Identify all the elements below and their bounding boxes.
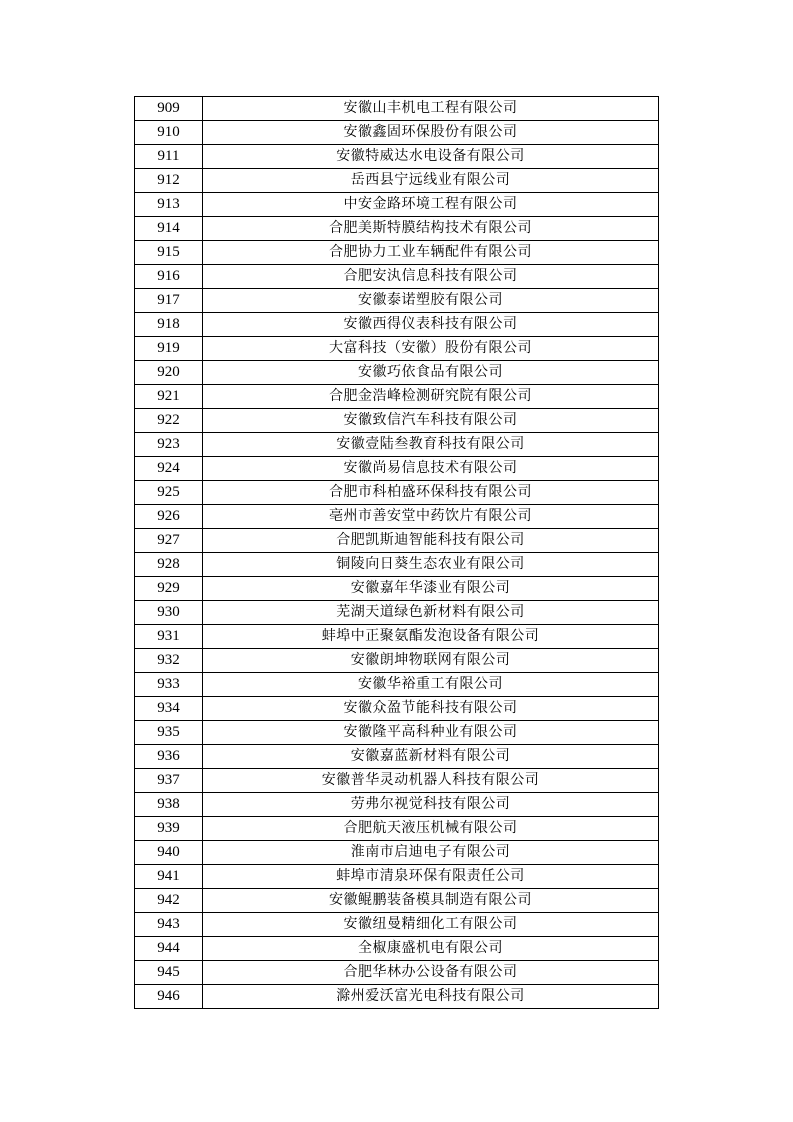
row-number-cell: 944 [135,937,203,961]
row-number-cell: 935 [135,721,203,745]
company-name-cell: 芜湖天道绿色新材料有限公司 [203,601,659,625]
row-number-cell: 922 [135,409,203,433]
table-row [135,529,659,553]
table-row [135,865,659,889]
company-name-cell: 安徽西得仪表科技有限公司 [203,313,659,337]
company-name-cell: 亳州市善安堂中药饮片有限公司 [203,505,659,529]
row-number-cell: 936 [135,745,203,769]
row-number-cell: 915 [135,241,203,265]
row-number-cell: 930 [135,601,203,625]
row-number-cell: 940 [135,841,203,865]
table-row [135,193,659,217]
company-name-cell: 安徽嘉年华漆业有限公司 [203,577,659,601]
row-number-cell: 942 [135,889,203,913]
row-number-cell: 917 [135,289,203,313]
row-number-cell: 943 [135,913,203,937]
company-name-cell: 安徽众盈节能科技有限公司 [203,697,659,721]
table-row [135,481,659,505]
table-row [135,433,659,457]
table-row [135,697,659,721]
row-number-cell: 910 [135,121,203,145]
company-name-cell: 安徽鲲鹏装备模具制造有限公司 [203,889,659,913]
company-name-cell: 安徽普华灵动机器人科技有限公司 [203,769,659,793]
row-number-cell: 919 [135,337,203,361]
company-name-cell: 蚌埠市清泉环保有限责任公司 [203,865,659,889]
company-name-cell: 大富科技（安徽）股份有限公司 [203,337,659,361]
company-name-cell: 铜陵向日葵生态农业有限公司 [203,553,659,577]
company-name-cell: 安徽泰诺塑胶有限公司 [203,289,659,313]
table-row [135,889,659,913]
row-number-cell: 946 [135,985,203,1009]
table-row [135,169,659,193]
row-number-cell: 938 [135,793,203,817]
row-number-cell: 927 [135,529,203,553]
table-row [135,961,659,985]
company-name-cell: 安徽山丰机电工程有限公司 [203,97,659,121]
table-row [135,793,659,817]
table-row [135,721,659,745]
row-number-cell: 923 [135,433,203,457]
company-name-cell: 岳西县宁远线业有限公司 [203,169,659,193]
company-name-cell: 安徽纽曼精细化工有限公司 [203,913,659,937]
row-number-cell: 933 [135,673,203,697]
row-number-cell: 928 [135,553,203,577]
company-name-cell: 安徽朗坤物联网有限公司 [203,649,659,673]
table-body [135,97,659,1009]
table-row [135,553,659,577]
row-number-cell: 912 [135,169,203,193]
table-row [135,937,659,961]
company-name-cell: 中安金路环境工程有限公司 [203,193,659,217]
row-number-cell: 945 [135,961,203,985]
row-number-cell: 931 [135,625,203,649]
company-name-cell: 合肥航天液压机械有限公司 [203,817,659,841]
table-row [135,337,659,361]
row-number-cell: 929 [135,577,203,601]
table-row [135,385,659,409]
row-number-cell: 932 [135,649,203,673]
company-name-cell: 合肥市科柏盛环保科技有限公司 [203,481,659,505]
company-list-table [134,96,659,1009]
table-row [135,817,659,841]
company-name-cell: 安徽嘉蓝新材料有限公司 [203,745,659,769]
row-number-cell: 934 [135,697,203,721]
company-name-cell: 合肥美斯特膜结构技术有限公司 [203,217,659,241]
company-name-cell: 安徽华裕重工有限公司 [203,673,659,697]
table-row [135,769,659,793]
company-name-cell: 滁州爱沃富光电科技有限公司 [203,985,659,1009]
table-row [135,457,659,481]
row-number-cell: 925 [135,481,203,505]
table-row [135,121,659,145]
row-number-cell: 909 [135,97,203,121]
table-row [135,673,659,697]
company-name-cell: 安徽壹陆叁教育科技有限公司 [203,433,659,457]
row-number-cell: 913 [135,193,203,217]
table-row [135,145,659,169]
table-row [135,577,659,601]
table-row [135,745,659,769]
company-name-cell: 蚌埠中正聚氨酯发泡设备有限公司 [203,625,659,649]
table-row [135,361,659,385]
company-name-cell: 安徽巧依食品有限公司 [203,361,659,385]
table-row [135,241,659,265]
row-number-cell: 914 [135,217,203,241]
row-number-cell: 937 [135,769,203,793]
company-name-cell: 安徽特威达水电设备有限公司 [203,145,659,169]
row-number-cell: 911 [135,145,203,169]
table-row [135,649,659,673]
table-row [135,841,659,865]
company-name-cell: 安徽致信汽车科技有限公司 [203,409,659,433]
company-name-cell: 劳弗尔视觉科技有限公司 [203,793,659,817]
table-row [135,985,659,1009]
table-row [135,601,659,625]
row-number-cell: 921 [135,385,203,409]
table-row [135,625,659,649]
table-row [135,265,659,289]
company-name-cell: 合肥凯斯迪智能科技有限公司 [203,529,659,553]
row-number-cell: 941 [135,865,203,889]
company-name-cell: 全椒康盛机电有限公司 [203,937,659,961]
row-number-cell: 939 [135,817,203,841]
table-row [135,505,659,529]
company-name-cell: 合肥协力工业车辆配件有限公司 [203,241,659,265]
table-row [135,217,659,241]
table-row [135,409,659,433]
company-name-cell: 合肥金浩峰检测研究院有限公司 [203,385,659,409]
row-number-cell: 924 [135,457,203,481]
company-name-cell: 安徽尚易信息技术有限公司 [203,457,659,481]
company-name-cell: 安徽隆平高科种业有限公司 [203,721,659,745]
row-number-cell: 920 [135,361,203,385]
row-number-cell: 916 [135,265,203,289]
table-row [135,289,659,313]
company-name-cell: 合肥华林办公设备有限公司 [203,961,659,985]
table-row [135,913,659,937]
row-number-cell: 918 [135,313,203,337]
company-name-cell: 淮南市启迪电子有限公司 [203,841,659,865]
table-row [135,97,659,121]
row-number-cell: 926 [135,505,203,529]
company-name-cell: 安徽鑫固环保股份有限公司 [203,121,659,145]
company-name-cell: 合肥安汍信息科技有限公司 [203,265,659,289]
table-row [135,313,659,337]
